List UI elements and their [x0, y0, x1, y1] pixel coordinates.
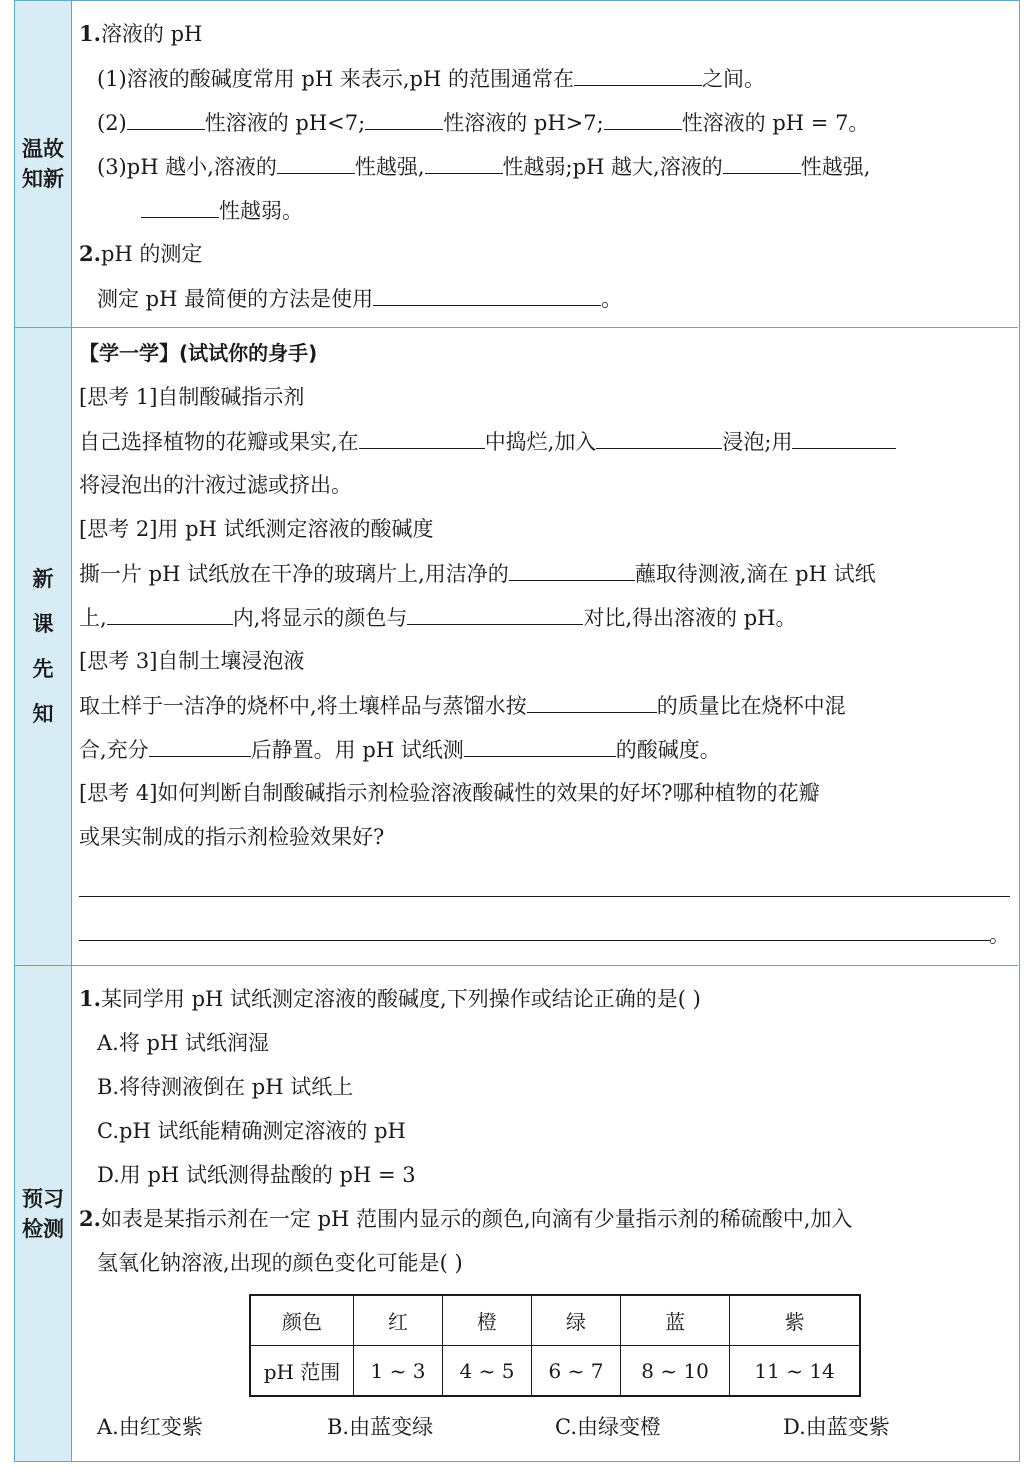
check-q2-option-d[interactable]: D.由蓝变紫 [783, 1415, 890, 1439]
answer-line[interactable] [79, 940, 990, 941]
think3-line2: 合,充分 后静置。用 pH 试纸测 的酸碱度。 [79, 734, 721, 765]
table-cell: 8 ~ 10 [620, 1346, 729, 1397]
think4-line2: 或果实制成的指示剂检验效果好? [79, 825, 385, 849]
blank[interactable] [792, 426, 896, 449]
check-q1-option-c[interactable]: C.pH 试纸能精确测定溶液的 pH [97, 1119, 406, 1143]
table-header-cell: 绿 [531, 1295, 620, 1346]
blank[interactable] [277, 151, 355, 174]
preview-label-cell [15, 328, 72, 965]
answer-end-mark: 。 [989, 923, 1010, 947]
think2-line2: 上, 内,将显示的颜色与 对比,得出溶液的 pH。 [79, 602, 796, 633]
check-q2-option-b[interactable]: B.由蓝变绿 [327, 1415, 434, 1439]
table-header-cell: 红 [354, 1295, 443, 1346]
check-section [15, 965, 1018, 1461]
think1-line1: 自己选择植物的花瓣或果实,在 中捣烂,加入 浸泡;用 [79, 426, 896, 457]
check-label-cell [15, 966, 72, 1461]
table-cell: 6 ~ 7 [531, 1346, 620, 1397]
table-cell: 11 ~ 14 [730, 1346, 860, 1397]
blank[interactable] [365, 107, 443, 130]
preview-section [15, 327, 1018, 965]
learn-title: 【学一学】(试试你的身手) [79, 341, 318, 365]
worksheet [14, 0, 1020, 1462]
blank[interactable] [723, 151, 801, 174]
table-header-cell: 颜色 [250, 1295, 354, 1346]
table-header-cell: 蓝 [620, 1295, 729, 1346]
answer-line[interactable] [79, 896, 1010, 897]
blank[interactable] [596, 426, 722, 449]
table-cell: pH 范围 [250, 1346, 354, 1397]
review-q1-1: (1)溶液的酸碱度常用 pH 来表示,pH 的范围通常在 之间。 [97, 63, 765, 94]
check-q1-option-d[interactable]: D.用 pH 试纸测得盐酸的 pH = 3 [97, 1163, 416, 1187]
preview-label: 新 课 先 知 [32, 566, 54, 726]
think1-title: [思考 1]自制酸碱指示剂 [79, 385, 305, 409]
check-q1-option-b[interactable]: B.将待测液倒在 pH 试纸上 [97, 1075, 354, 1099]
review-q1-3: (3)pH 越小,溶液的 性越强, 性越弱;pH 越大,溶液的 性越强, [97, 151, 870, 182]
blank[interactable] [574, 63, 702, 86]
think4-line1: [思考 4]如何判断自制酸碱指示剂检验溶液酸碱性的效果的好坏?哪种植物的花瓣 [79, 781, 820, 805]
check-q2-option-a[interactable]: A.由红变紫 [97, 1415, 203, 1439]
review-q1-2: (2) 性溶液的 pH<7; 性溶液的 pH>7; 性溶液的 pH = 7。 [97, 107, 869, 138]
blank[interactable] [107, 602, 233, 625]
check-q2-line2: 氢氧化钠溶液,出现的颜色变化可能是( ) [97, 1251, 463, 1275]
think3-title: [思考 3]自制土壤浸泡液 [79, 649, 305, 673]
check-label: 预习 检测 [22, 1186, 64, 1241]
blank[interactable] [127, 107, 205, 130]
think3-line1: 取土样于一洁净的烧杯中,将土壤样品与蒸馏水按 的质量比在烧杯中混 [79, 690, 846, 721]
table-header-cell: 橙 [442, 1295, 531, 1346]
check-q1: 1.某同学用 pH 试纸测定溶液的酸碱度,下列操作或结论正确的是( ) [79, 986, 701, 1011]
blank[interactable] [141, 195, 219, 218]
blank[interactable] [407, 602, 583, 625]
review-q2-title: 2.pH 的测定 [79, 241, 203, 266]
table-cell: 4 ~ 5 [442, 1346, 531, 1397]
blank[interactable] [509, 558, 635, 581]
blank[interactable] [464, 734, 616, 757]
table-header-cell: 紫 [730, 1295, 860, 1346]
review-label: 温故 知新 [22, 137, 64, 191]
table-cell: 1 ~ 3 [354, 1346, 443, 1397]
review-label-cell [15, 1, 72, 327]
blank[interactable] [149, 734, 251, 757]
check-q2-line1: 2.如表是某指示剂在一定 pH 范围内显示的颜色,向滴有少量指示剂的稀硫酸中,加入 [79, 1206, 853, 1231]
review-q1-3-cont: 性越弱。 [141, 195, 303, 226]
blank[interactable] [527, 690, 657, 713]
blank[interactable] [373, 283, 601, 306]
think2-title: [思考 2]用 pH 试纸测定溶液的酸碱度 [79, 517, 434, 541]
review-section [15, 1, 1018, 327]
review-q1-title: 1.溶液的 pH [79, 21, 203, 46]
blank[interactable] [359, 426, 485, 449]
blank[interactable] [425, 151, 503, 174]
think2-line1: 撕一片 pH 试纸放在干净的玻璃片上,用洁净的 蘸取待测液,滴在 pH 试纸 [79, 558, 876, 589]
table-row [250, 1346, 860, 1397]
think1-line2: 将浸泡出的汁液过滤或挤出。 [79, 473, 352, 497]
blank[interactable] [604, 107, 682, 130]
table-row [250, 1295, 860, 1346]
indicator-color-table [249, 1294, 861, 1397]
review-q2: 测定 pH 最简便的方法是使用 。 [97, 283, 622, 314]
check-q2-option-c[interactable]: C.由绿变橙 [555, 1415, 661, 1439]
check-q1-option-a[interactable]: A.将 pH 试纸润湿 [97, 1031, 269, 1055]
